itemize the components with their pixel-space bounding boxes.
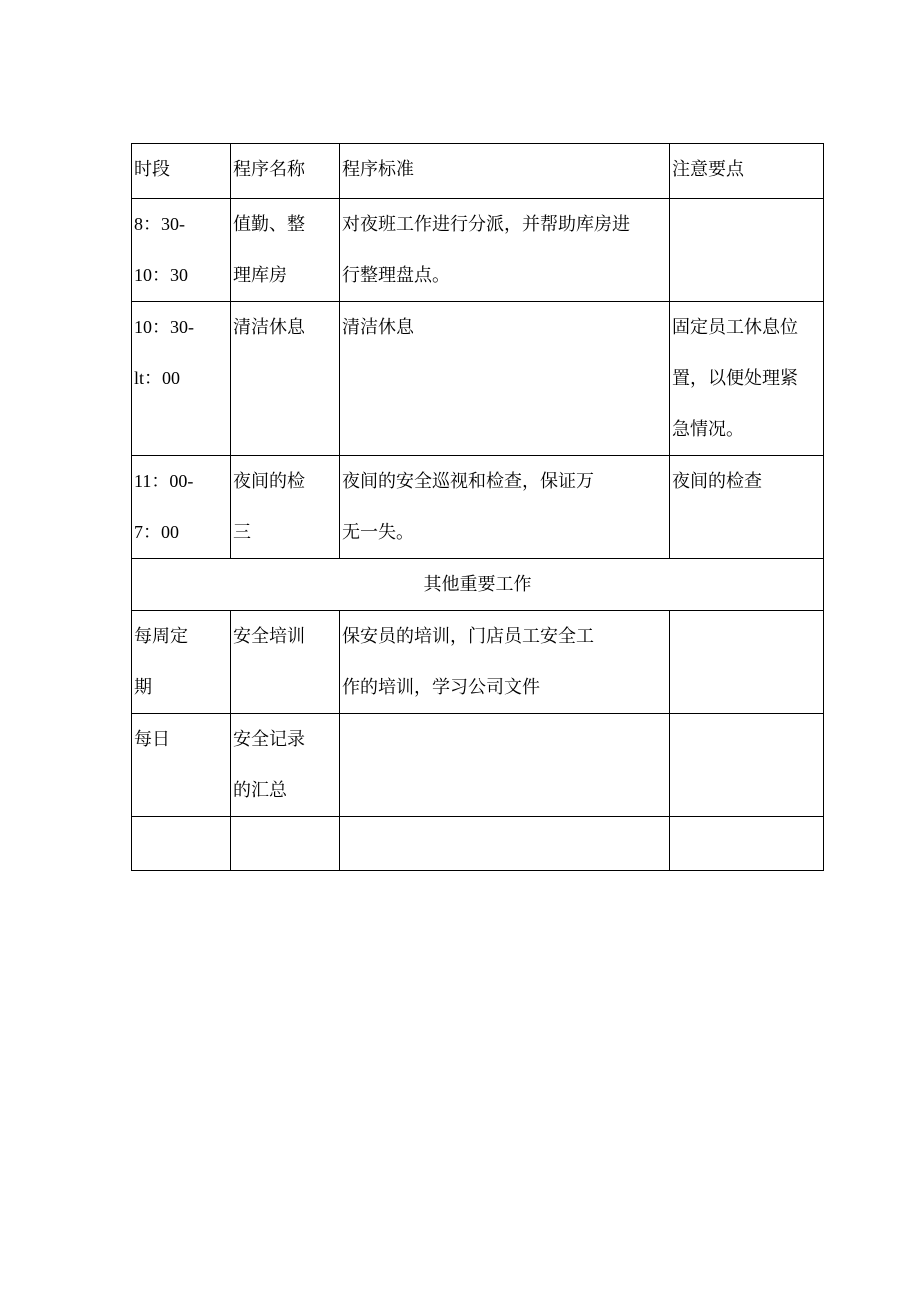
standard-cell — [340, 611, 670, 714]
name-line: 安全培训 — [233, 626, 305, 647]
name-cell — [231, 199, 340, 302]
name-line: 值勤、整 — [233, 214, 305, 235]
note-line: 夜间的检查 — [672, 471, 762, 492]
header-row — [132, 144, 824, 199]
table-row — [132, 611, 824, 714]
standard-line: 清洁休息 — [342, 317, 414, 338]
time-line: 每周定 — [134, 626, 188, 647]
time-cell — [132, 714, 231, 817]
standard-cell — [340, 714, 670, 817]
time-line: 10：30 — [134, 265, 188, 285]
standard-line: 行整理盘点。 — [342, 265, 450, 286]
name-line: 安全记录 — [233, 729, 305, 750]
standard-line: 无一失。 — [342, 522, 414, 543]
time-cell — [132, 302, 231, 456]
name-line: 理库房 — [233, 265, 287, 286]
empty-cell — [231, 817, 340, 871]
time-line: 期 — [134, 677, 152, 698]
standard-line: 对夜班工作进行分派，并帮助库房进 — [342, 214, 630, 235]
time-line: 8：30- — [134, 214, 185, 234]
header-time: 时段 — [132, 144, 231, 199]
header-key-points: 注意要点 — [670, 144, 824, 199]
table-row — [132, 714, 824, 817]
note-cell — [670, 611, 824, 714]
name-line: 夜间的检 — [233, 471, 305, 492]
note-cell — [670, 302, 824, 456]
note-line: 急情况。 — [672, 419, 744, 440]
note-line: 置，以便处理紧 — [672, 368, 798, 389]
empty-row — [132, 817, 824, 871]
time-cell — [132, 456, 231, 559]
standard-cell — [340, 456, 670, 559]
header-program-name: 程序名称 — [231, 144, 340, 199]
empty-cell — [340, 817, 670, 871]
time-line: lt：00 — [134, 368, 181, 388]
time-line: 7：00 — [134, 522, 179, 542]
name-cell — [231, 456, 340, 559]
table-row — [132, 199, 824, 302]
name-line: 清洁休息 — [233, 317, 305, 338]
name-cell — [231, 714, 340, 817]
standard-cell — [340, 302, 670, 456]
schedule-table — [131, 143, 824, 871]
time-line: 10：30- — [134, 317, 194, 337]
table-row — [132, 456, 824, 559]
time-line: 每日 — [134, 729, 170, 750]
note-cell — [670, 456, 824, 559]
note-line: 固定员工休息位 — [672, 317, 798, 338]
section-title: 其他重要工作 — [132, 559, 824, 611]
time-cell — [132, 611, 231, 714]
standard-cell — [340, 199, 670, 302]
time-line: 11：00- — [134, 471, 194, 491]
note-cell — [670, 199, 824, 302]
header-program-standard: 程序标准 — [340, 144, 670, 199]
standard-line: 作的培训，学习公司文件 — [342, 677, 540, 698]
note-cell — [670, 714, 824, 817]
name-cell — [231, 302, 340, 456]
name-line: 三 — [233, 522, 251, 543]
time-cell — [132, 199, 231, 302]
standard-line: 保安员的培训，门店员工安全工 — [342, 626, 594, 647]
section-row — [132, 559, 824, 611]
table-row — [132, 302, 824, 456]
empty-cell — [132, 817, 231, 871]
name-line: 的汇总 — [233, 780, 287, 801]
standard-line: 夜间的安全巡视和检查，保证万 — [342, 471, 594, 492]
empty-cell — [670, 817, 824, 871]
name-cell — [231, 611, 340, 714]
